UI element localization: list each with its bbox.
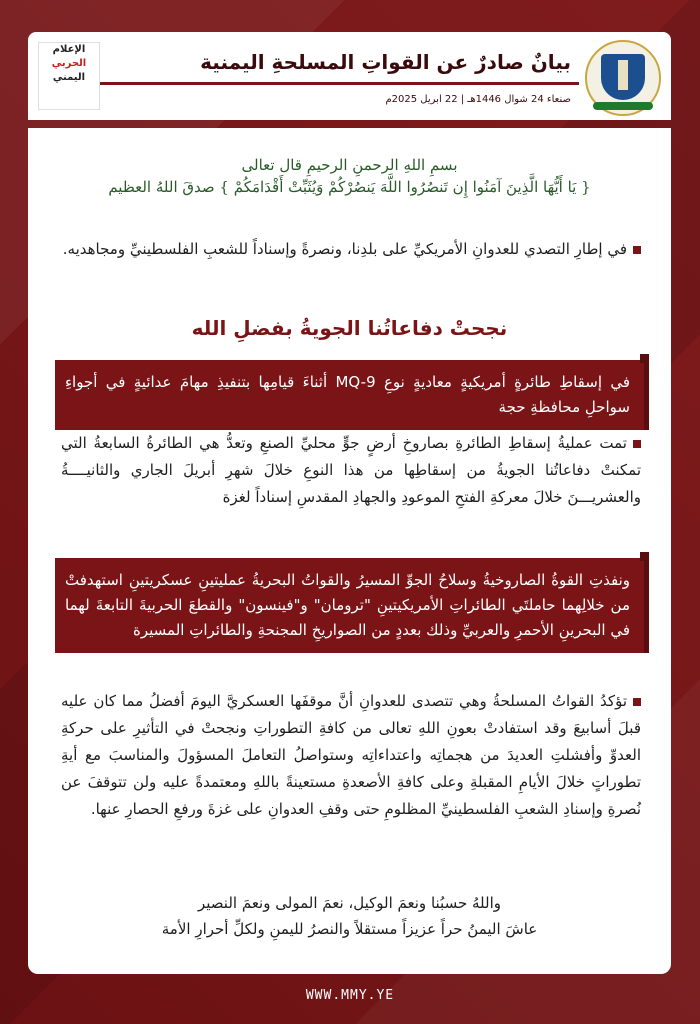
statement-title: بيانٌ صادرٌ عن القواتِ المسلحةِ اليمنية bbox=[200, 50, 571, 74]
section-heading: نجحتْ دفاعاتُنا الجويةُ بفضلِ الله bbox=[191, 316, 508, 340]
closing-line-1: واللهُ حسبُنا ونعمَ الوكيل، نعمَ المولى ونعمَ النصير bbox=[198, 894, 501, 912]
media-logo-line-2: الحربي bbox=[51, 58, 87, 69]
website-link[interactable]: WWW.MMY.YE bbox=[305, 988, 395, 1003]
armed-forces-emblem-icon bbox=[585, 40, 661, 116]
bullet-icon bbox=[633, 246, 641, 254]
emblem-shield-icon bbox=[601, 54, 645, 100]
title-underline bbox=[99, 82, 579, 85]
intro-text: في إطارِ التصدي للعدوانِ الأمريكيِّ على بلدِنا، ونصرةً وإسناداً للشعبِ الفلسطينيِّ ومجاهديه. bbox=[62, 240, 627, 258]
emblem-ribbon-icon bbox=[593, 102, 653, 110]
media-logo-line-1: الإعلام bbox=[52, 44, 86, 55]
bullet-icon bbox=[633, 698, 641, 706]
bullet-icon bbox=[633, 440, 641, 448]
paragraph-2-text: تمت عمليةُ إسقاطِ الطائرةِ بصاروخِ أرضٍ جوٍّ محليِّ الصنعِ وتعدُّ هي الطائرةُ السابعةُ التي تمكنتْ دفاعاتُنا الجويةُ من إسقاطِها من هذا النوعِ خلالَ شهرِ أبريلَ الجاري والثانيــــةُ والعشريـــنَ خلالَ معركةِ الفتحِ الموعودِ والجهادِ المقدسِ إسناداً لغزة bbox=[61, 434, 641, 506]
paragraph-3 bbox=[61, 688, 641, 823]
highlight-box-1: في إسقاطِ طائرةٍ أمريكيةٍ معاديةٍ نوعِ MQ-9 أثناءَ قيامِها بتنفيذِ مهامَ عدائيةٍ في أجواءِ سواحلِ محافظةِ حجة bbox=[55, 360, 649, 430]
basmala bbox=[28, 154, 671, 198]
statement-date: صنعاء 24 شوال 1446هـ | 22 ابريل 2025م bbox=[385, 94, 571, 105]
statement-header bbox=[28, 32, 671, 120]
highlight-box-2: ونفذتِ القوةُ الصاروخيةُ وسلاحُ الجوِّ المسيرُ والقواتُ البحريةُ عمليتينِ عسكريتينِ استهدفتْ من خلالِهما حاملتَي الطائراتِ الأمريكيتينِ "ترومان" و"فينسون" والقطعَ الحربيةَ التابعةَ لهما في البحرينِ الأحمرِ والعربيِّ وذلك بعددٍ من الصواريخِ المجنحةِ والطائراتِ المسيرة bbox=[55, 558, 649, 653]
closing-lines bbox=[28, 890, 671, 942]
basmala-line-1: بسمِ اللهِ الرحمنِ الرحيمِ قال تعالى bbox=[241, 156, 458, 174]
closing-line-2: عاشَ اليمنُ حراً عزيزاً مستقلاً والنصرُ لليمنِ ولكلِّ أحرارِ الأمة bbox=[161, 920, 538, 938]
media-logo-line-3: اليمني bbox=[52, 72, 86, 83]
quran-verse: { يَا أَيُّهَا الَّذِينَ آمَنُوا إِن تَنصُرُوا اللَّهَ يَنصُرْكُمْ وَيُثَبِّتْ أَقْدَامَكُمْ } صدقَ اللهُ العظيم bbox=[108, 178, 591, 196]
paragraph-2 bbox=[61, 430, 641, 511]
statement-body bbox=[28, 128, 671, 974]
intro-paragraph bbox=[61, 236, 641, 263]
paragraph-3-text: تؤكدُ القواتُ المسلحةُ وهي تتصدى للعدوانِ أنَّ موقفَها العسكريَّ اليومَ أفضلُ مما كان عليه قبلَ أسابيعَ وقد استفادتْ بعونِ اللهِ تعالى من كافةِ التطوراتِ ونجحتْ في التأثيرِ على حركةِ العدوِّ وأفشلتِ العديدَ من هجماتِه واعتداءاتِه وستواصلُ التعاملَ المسؤولَ والمناسبَ مع أيةِ تطوراتٍ خلالَ الأيامِ المقبلةِ وعلى كافةِ الأصعدةِ مستعينةً باللهِ ومعتمدةً عليه ولن تتوقفَ عن نُصرةِ وإسنادِ الشعبِ الفلسطينيِّ المظلومِ حتى وقفِ العدوانِ على غزةَ ورفعِ الحصارِ عنها. bbox=[61, 692, 641, 818]
military-media-logo bbox=[38, 42, 100, 110]
